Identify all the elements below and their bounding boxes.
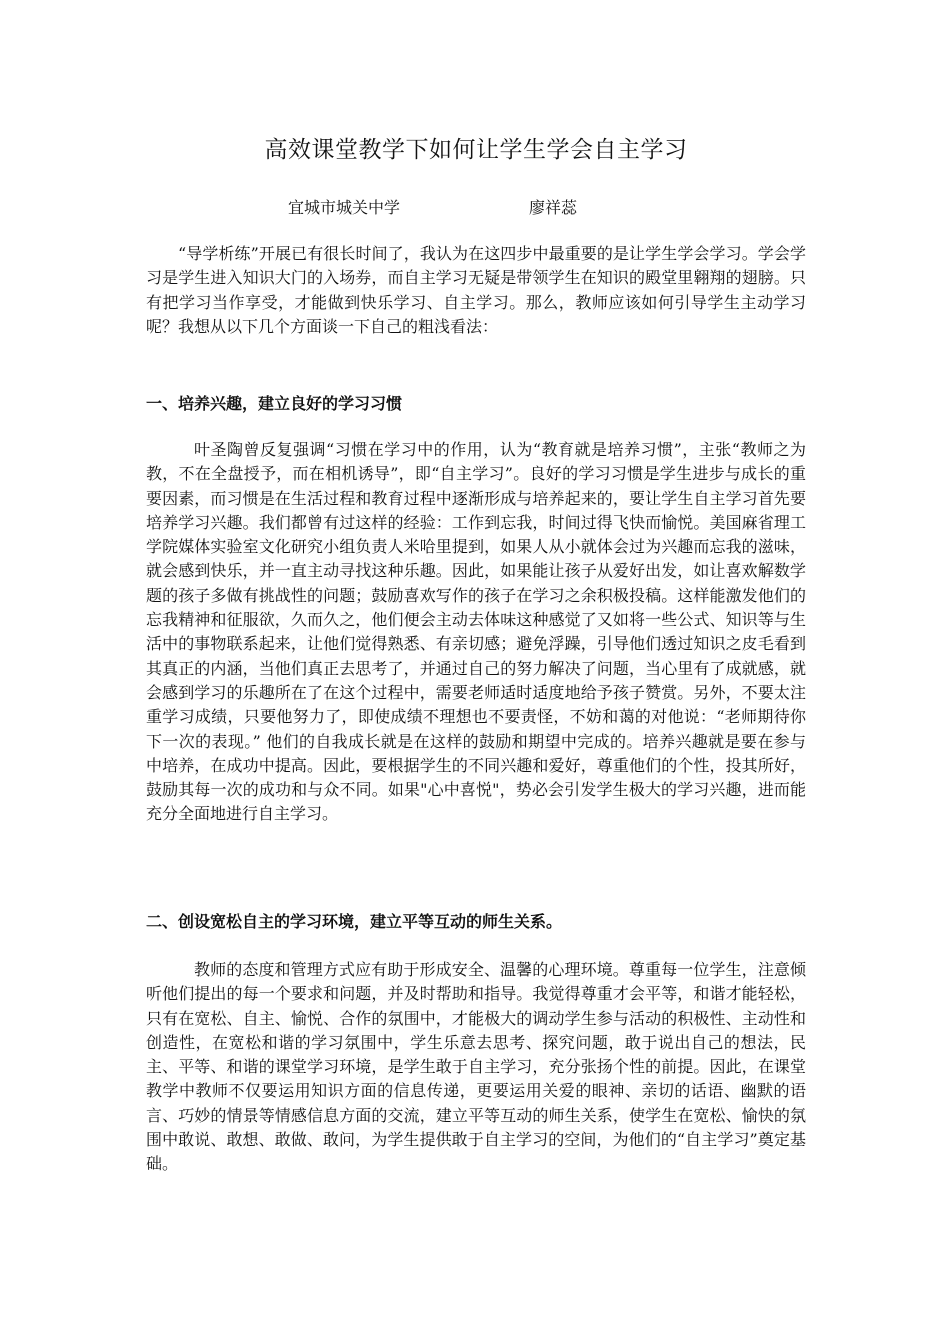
section-2-body: 教师的态度和管理方式应有助于形成安全、温馨的心理环境。尊重每一位学生，注意倾听他们提出的每一个要求和问题，并及时帮助和指导。我觉得尊重才会平等，和谐才能轻松，只有在宽松、自主、愉悦、合作的氛围中，才能极大的调动学生参与活动的积极性、主动性和创造性，在宽松和谐的学习氛围中，学生乐意去思考、探究问题，敢于说出自己的想法，民主、平等、和谐的课堂学习环境，是学生敢于自主学习，充分张扬个性的前提。因此，在课堂教学中教师不仅要运用知识方面的信息传递，更要运用关爱的眼神、亲切的话语、幽默的语言、巧妙的情景等情感信息方面的交流，建立平等互动的师生关系，使学生在宽松、愉快的氛围中敢说、敢想、敢做、敢问，为学生提供敢于自主学习的空间，为他们的“自主学习”奠定基础。 bbox=[146, 960, 806, 1174]
section-1-heading: 一、培养兴趣，建立良好的学习习惯 bbox=[146, 394, 403, 413]
author-school: 宜城市城关中学 bbox=[288, 198, 401, 217]
section-2-heading: 二、创设宽松自主的学习环境，建立平等互动的师生关系。 bbox=[146, 912, 563, 931]
section-1-body: 叶圣陶曾反复强调“习惯在学习中的作用，认为“教育就是培养习惯”，主张“教师之为教，不在全盘授予，而在相机诱导”，即“自主学习”。良好的学习习惯是学生进步与成长的重要因素，而习惯是在生活过程和教育过程中逐渐形成与培养起来的，要让学生自主学习首先要培养学习兴趣。我们都曾有过这样的经验：工作到忘我，时间过得飞快而愉悦。美国麻省理工学院媒体实验室文化研究小组负责人米哈里提到，如果人从小就体会过为兴趣而忘我的滋味，就会感到快乐，并一直主动寻找这种乐趣。因此，如果能让孩子从爱好出发，如让喜欢解数学题的孩子多做有挑战性的问题；鼓励喜欢写作的孩子在学习之余积极投稿。这样能激发他们的忘我精神和征服欲，久而久之，他们便会主动去体味这种感觉了又如将一些公式、知识等与生活中的事物联系起来，让他们觉得熟悉、有亲切感；避免浮躁，引导他们透过知识之皮毛看到其真正的内涵，当他们真正去思考了，并通过自己的努力解决了问题，当心里有了成就感，就会感到学习的乐趣所在了在这个过程中，需要老师适时适度地给予孩子赞赏。另外，不要太注重学习成绩，只要他努力了，即使成绩不理想也不要责怪，不妨和蔼的对他说：“老师期待你下一次的表现。” 他们的自我成长就是在这样的鼓励和期望中完成的。培养兴趣就是要在参与中培养，在成功中提高。因此，要根据学生的不同兴趣和爱好，尊重他们的个性，投其所好，鼓励其每一次的成功和与众不同。如果"心中喜悦"，势必会引发学生极大的学习兴趣，进而能充分全面地进行自主学习。 bbox=[146, 440, 806, 824]
intro-paragraph: “导学析练”开展已有很长时间了，我认为在这四步中最重要的是让学生学会学习。学会学习是学生进入知识大门的入场券，而自主学习无疑是带领学生在知识的殿堂里翱翔的翅膀。只有把学习当作享受，才能做到快乐学习、自主学习。那么，教师应该如何引导学生主动学习呢？我想从以下几个方面谈一下自己的粗浅看法： bbox=[146, 244, 806, 336]
author-name: 廖祥蕊 bbox=[529, 198, 578, 217]
document-title: 高效课堂教学下如何让学生学会自主学习 bbox=[264, 137, 688, 163]
